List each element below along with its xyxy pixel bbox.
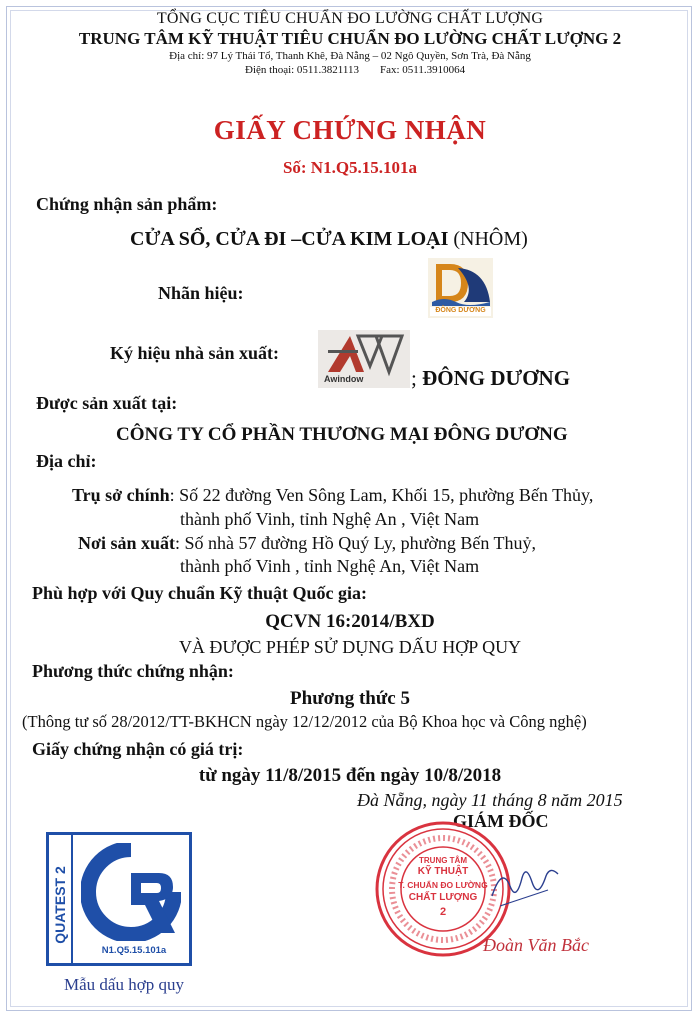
manufacturer-separator: ; — [411, 366, 417, 390]
regulation-code: QCVN 16:2014/BXD — [265, 611, 435, 632]
hq-line-2: thành phố Vinh, tỉnh Nghệ An , Việt Nam — [180, 509, 480, 529]
validity-range: từ ngày 11/8/2015 đến ngày 10/8/2018 — [198, 765, 502, 786]
director-position: GIÁM ĐỐC — [453, 811, 549, 831]
product-name-row — [130, 228, 528, 251]
stamp-line-4: CHẤT LƯỢNG — [408, 892, 478, 903]
header-phone: Điện thoại: 0511.3821113 — [245, 64, 359, 76]
awindow-logo — [318, 330, 410, 388]
stamp-line-2: KỸ THUẬT — [417, 866, 469, 877]
conformity-code: N1.Q5.15.101a — [101, 945, 167, 956]
awindow-logo-text: Awindow — [324, 374, 364, 384]
hq-line-1 — [72, 485, 593, 506]
regulation-label: Phù hợp với Quy chuẩn Kỹ thuật Quốc gia: — [32, 583, 368, 603]
product-name: CỬA SỔ, CỬA ĐI –CỬA KIM LOẠI — [130, 228, 449, 250]
place-date: Đà Nẵng, ngày 11 tháng 8 năm 2015 — [357, 790, 623, 810]
cr-logo-icon — [81, 843, 181, 941]
hq-label: Trụ sở chính — [72, 485, 170, 505]
manufacturer-mark-label: Ký hiệu nhà sản xuất: — [110, 343, 280, 363]
method-note: (Thông tư số 28/2012/TT-BKHCN ngày 12/12/2012 của Bộ Khoa học và Công nghệ) — [22, 712, 587, 731]
org-line-2: TRUNG TÂM KỸ THUẬT TIÊU CHUẨN ĐO LƯỜNG CHẤT LƯỢNG 2 — [78, 29, 622, 48]
company-name: CÔNG TY CỔ PHẦN THƯƠNG MẠI ĐÔNG DƯƠNG — [116, 424, 568, 445]
product-name-suffix: (NHÔM) — [453, 228, 528, 250]
certificate-number: Số: N1.Q5.15.101a — [282, 158, 418, 177]
factory-label: Nơi sản xuất — [78, 533, 175, 553]
manufacturer-name: ĐÔNG DƯƠNG — [422, 366, 571, 390]
brand-label: Nhãn hiệu: — [158, 283, 244, 303]
address-label: Địa chỉ: — [36, 451, 97, 471]
director-name: Đoàn Văn Bắc — [483, 935, 589, 955]
product-label: Chứng nhận sản phẩm: — [36, 194, 218, 214]
stamp-line-3: T. CHUẨN ĐO LƯỜNG — [398, 880, 488, 890]
header-fax: Fax: 0511.3910064 — [380, 64, 466, 76]
org-line-1: TỔNG CỤC TIÊU CHUẨN ĐO LƯỜNG CHẤT LƯỢNG — [156, 10, 544, 27]
stamp-line-1: TRUNG TÂM — [419, 856, 467, 865]
header-address: Địa chỉ: 97 Lý Thái Tổ, Thanh Khê, Đà Nẵng – 02 Ngô Quyền, Sơn Trà, Đà Nẵng — [169, 50, 531, 62]
conformity-caption: Mẫu dấu hợp quy — [64, 975, 184, 994]
produced-at-label: Được sản xuất tại: — [36, 393, 178, 413]
method-label: Phương thức chứng nhận: — [32, 661, 234, 681]
quatest-label: QUATEST 2 — [52, 866, 68, 944]
stamp-line-5: 2 — [439, 906, 447, 918]
manufacturer-name-row — [411, 366, 570, 391]
factory-address-1: : Số nhà 57 đường Hồ Quý Ly, phường Bến Thuỷ, — [175, 533, 537, 553]
dong-duong-logo-text: ĐÔNG DƯƠNG — [435, 307, 486, 314]
regulation-permission: VÀ ĐƯỢC PHÉP SỬ DỤNG DẤU HỢP QUY — [178, 637, 522, 657]
certificate-title: GIẤY CHỨNG NHẬN — [213, 115, 487, 145]
validity-label: Giấy chứng nhận có giá trị: — [32, 739, 244, 759]
handwritten-signature — [488, 856, 568, 916]
method-value: Phương thức 5 — [290, 688, 410, 709]
conformity-mark — [46, 832, 192, 966]
factory-line-1 — [78, 533, 536, 554]
dong-duong-logo — [428, 258, 493, 318]
hq-address-1: : Số 22 đường Ven Sông Lam, Khối 15, phường Bến Thủy, — [169, 485, 594, 505]
factory-line-2: thành phố Vinh , tỉnh Nghệ An, Việt Nam — [180, 556, 480, 576]
